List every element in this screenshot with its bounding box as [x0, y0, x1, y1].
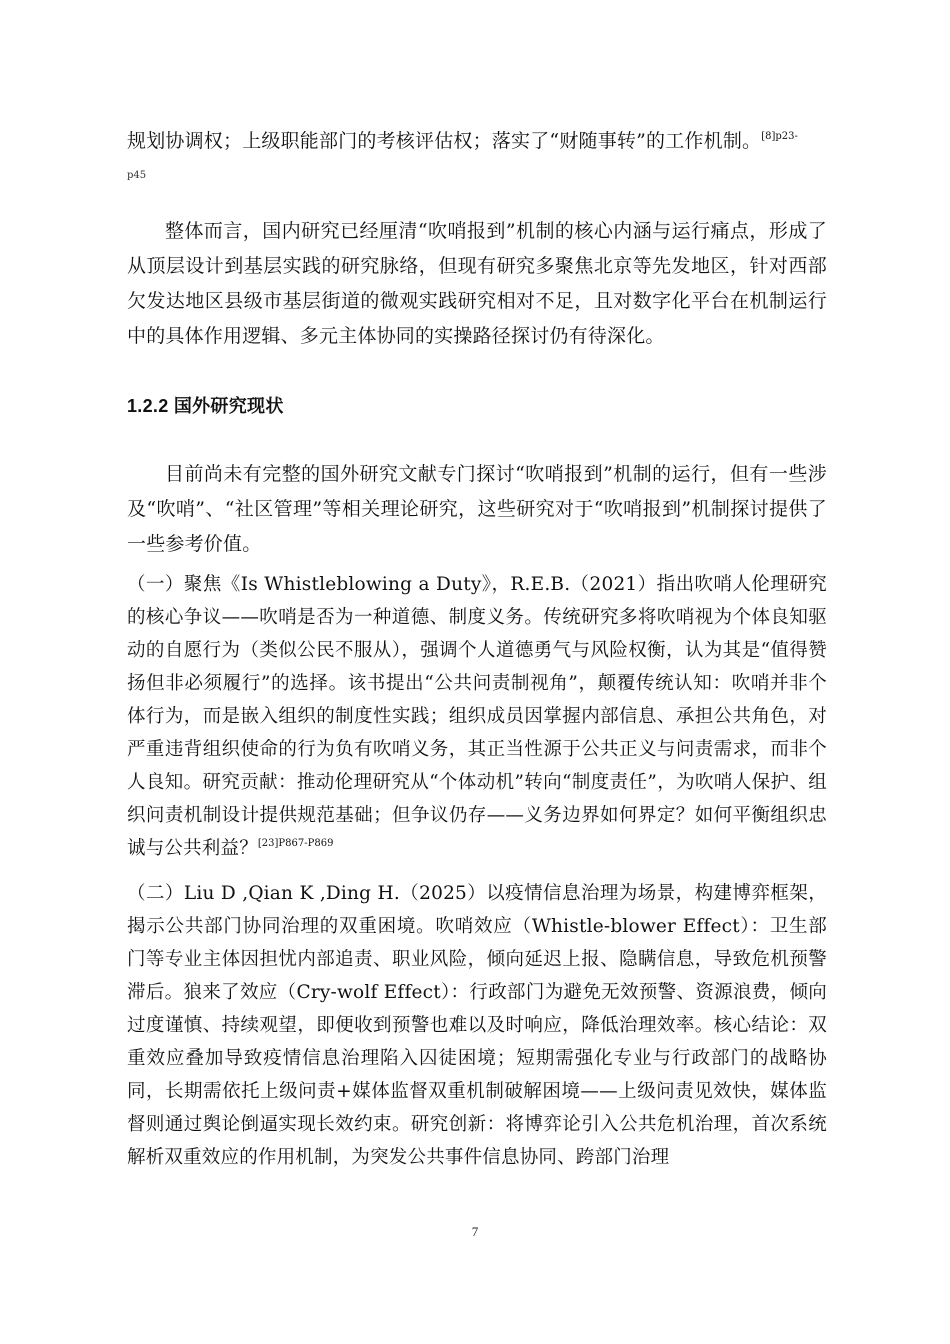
paragraph-summary: 整体而言，国内研究已经厘清“吹哨报到”机制的核心内涵与运行痛点，形成了从顶层设计到基层实践的研究脉络，但现有研究多聚焦北京等先发地区，针对西部欠发达地区县级市基层街道的微观实践研究相对不足，且对数字化平台在机制运行中的具体作用逻辑、多元主体协同的实操路径探讨仍有待深化。	[127, 220, 827, 347]
section-heading: 1.2.2 国外研究现状	[127, 396, 284, 416]
paragraph-text: （一）聚焦《Is Whistleblowing a Duty》，R.E.B.（2021）指出吹哨人伦理研究的核心争议——吹哨是否为一种道德、制度义务。传统研究多将吹哨视为个体良知驱动的自愿行为（类似公民不服从），强调个人道德勇气与风险权衡，认为其是“值得赞扬但非必须履行”的选择。该书提出“公共问责制视角”，颠覆传统认知：吹哨并非个体行为，而是嵌入组织的制度性实践；组织成员因掌握内部信息、承担公共角色，对严重违背组织使命的行为负有吹哨义务，其正当性源于公共正义与问责需求，而非个人良知。研究贡献：推动伦理研究从“个体动机”转向“制度责任”，为吹哨人保护、组织问责机制设计提供规范基础；但争议仍存——义务边界如何界定？如何平衡组织忠诚与公共利益？	[127, 574, 827, 859]
citation-continuation: p45	[127, 170, 147, 181]
page-number: 7	[471, 1224, 479, 1239]
paragraph-intro: 目前尚未有完整的国外研究文献专门探讨“吹哨报到”机制的运行，但有一些涉及“吹哨”、“社区管理”等相关理论研究，这些研究对于“吹哨报到”机制探讨提供了一些参考价值。	[127, 463, 827, 555]
paragraph-item-1	[127, 568, 827, 865]
paragraph-text: 规划协调权；上级职能部门的考核评估权；落实了“财随事转”的工作机制。	[127, 130, 762, 152]
citation-marker: [23]P867-P869	[257, 838, 334, 849]
paragraph-continued	[127, 124, 827, 159]
paragraph-item-2: （二）Liu D ,Qian K ,Ding H.（2025）以疫情信息治理为场景，构建博弈框架，揭示公共部门协同治理的双重困境。吹哨效应（Whistle-blower Effect）：卫生部门等专业主体因担忧内部追责、职业风险，倾向延迟上报、隐瞒信息，导致危机预警滞后。狼来了效应（Cry-wolf Effect）：行政部门为避免无效预警、资源浪费，倾向过度谨慎、持续观望，即便收到预警也难以及时响应，降低治理效率。核心结论：双重效应叠加导致疫情信息治理陷入囚徒困境；短期需强化专业与行政部门的战略协同，长期需依托上级问责+媒体监督双重机制破解困境——上级问责见效快，媒体监督则通过舆论倒逼实现长效约束。研究创新：将博弈论引入公共危机治理，首次系统解析双重效应的作用机制，为突发公共事件信息协同、跨部门治理	[127, 883, 827, 1168]
citation-marker: [8]p23-	[761, 131, 798, 142]
